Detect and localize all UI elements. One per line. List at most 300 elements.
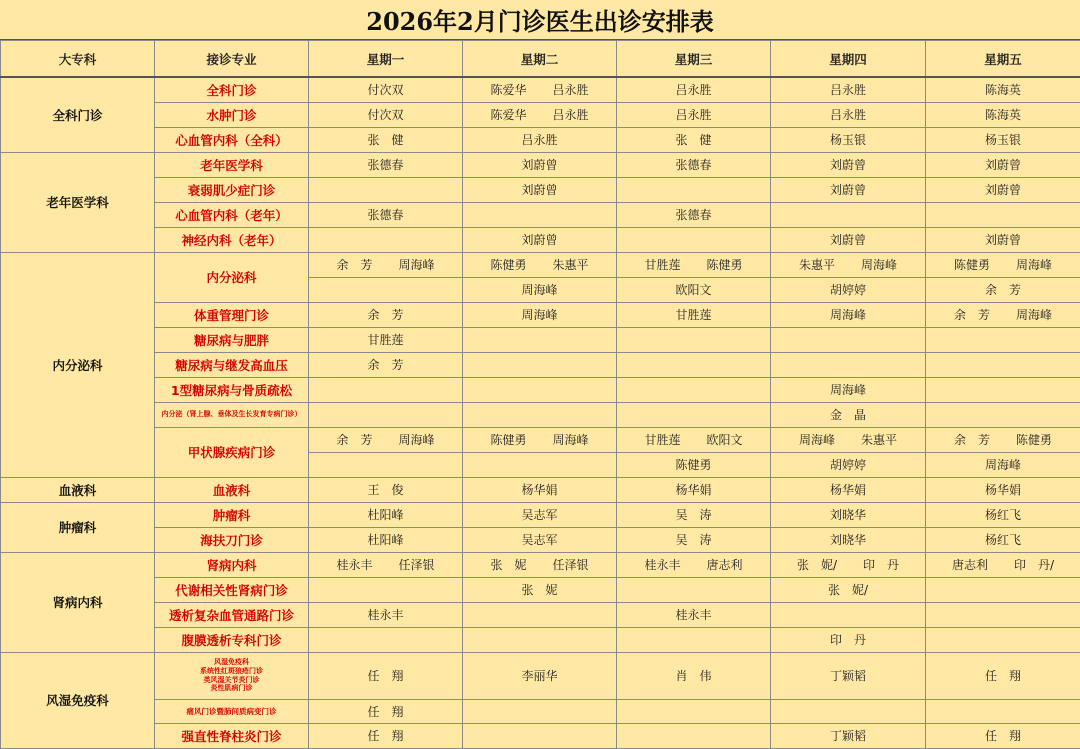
doctor-cell-fri <box>926 327 1080 352</box>
doctor-list <box>617 306 770 323</box>
doctor-name: 周海峰 <box>1016 306 1052 323</box>
doctor-list <box>617 206 770 223</box>
doctor-name: 杨华娟 <box>830 481 866 498</box>
doctor-name: 陈海英 <box>985 81 1021 98</box>
doctor-name: 桂永丰 <box>336 556 372 573</box>
specialty-cell: 1型糖尿病与骨质疏松 <box>155 377 309 402</box>
doctor-name: 刘晓华 <box>830 506 866 523</box>
doctor-list <box>771 531 925 548</box>
doctor-list <box>309 481 462 498</box>
specialty-cell: 内分泌（肾上腺、垂体及生长发育专病门诊） <box>155 402 309 427</box>
doctor-list <box>771 406 925 423</box>
doctor-list <box>617 131 770 148</box>
doctor-list <box>463 306 616 323</box>
department-cell: 肿瘤科 <box>1 502 155 552</box>
doctor-name: 杨华娟 <box>985 481 1021 498</box>
doctor-name: 刘蔚曾 <box>830 156 866 173</box>
doctor-cell-wed <box>617 402 771 427</box>
doctor-name: 周海峰 <box>399 256 435 273</box>
doctor-list <box>771 106 925 123</box>
doctor-name: 桂永丰 <box>675 606 711 623</box>
doctor-list <box>463 556 616 573</box>
doctor-cell-tue <box>463 452 617 477</box>
doctor-cell-tue <box>463 127 617 152</box>
table-row <box>1 699 1080 723</box>
page-title: 2026年2月门诊医生出诊安排表 <box>0 0 1080 40</box>
doctor-cell-mon <box>309 477 463 502</box>
doctor-cell-thu <box>771 202 926 227</box>
doctor-list <box>309 667 462 684</box>
doctor-list <box>617 431 770 448</box>
doctor-name: 吴志军 <box>521 506 557 523</box>
doctor-cell-thu <box>771 227 926 252</box>
doctor-cell-tue <box>463 202 617 227</box>
table-row <box>1 402 1080 427</box>
doctor-name: 陈爱华 <box>490 106 526 123</box>
doctor-name: 刘蔚曾 <box>521 231 557 248</box>
doctor-list <box>771 181 925 198</box>
table-row <box>1 377 1080 402</box>
doctor-list <box>463 256 616 273</box>
doctor-list <box>463 667 616 684</box>
specialty-line: 炎性肌病门诊 <box>155 684 308 693</box>
doctor-name: 陈健勇 <box>954 256 990 273</box>
doctor-list <box>463 131 616 148</box>
doctor-list <box>926 506 1080 523</box>
header-cell: 星期三 <box>617 41 771 78</box>
doctor-cell-mon <box>309 452 463 477</box>
table-row <box>1 652 1080 699</box>
doctor-list <box>617 81 770 98</box>
header-cell: 接诊专业 <box>155 41 309 78</box>
doctor-name: 杨红飞 <box>985 506 1021 523</box>
specialty-cell: 全科门诊 <box>155 77 309 102</box>
specialty-line: 类风湿关节炎门诊 <box>155 676 308 685</box>
doctor-cell-mon <box>309 377 463 402</box>
doctor-list <box>463 581 616 598</box>
doctor-list <box>309 81 462 98</box>
doctor-cell-fri <box>926 202 1080 227</box>
doctor-cell-thu <box>771 302 926 327</box>
doctor-name: 甘胜莲 <box>644 431 680 448</box>
doctor-name: 张 妮/ <box>828 581 868 598</box>
doctor-name: 吕永胜 <box>553 106 589 123</box>
table-row <box>1 723 1080 748</box>
doctor-cell-thu <box>771 652 926 699</box>
doctor-cell-fri <box>926 352 1080 377</box>
doctor-name: 张德春 <box>675 206 711 223</box>
doctor-cell-thu <box>771 177 926 202</box>
doctor-list <box>771 581 925 598</box>
doctor-cell-thu <box>771 402 926 427</box>
doctor-cell-fri <box>926 699 1080 723</box>
doctor-cell-wed <box>617 377 771 402</box>
doctor-name: 刘蔚曾 <box>830 231 866 248</box>
doctor-cell-wed <box>617 127 771 152</box>
doctor-cell-thu <box>771 327 926 352</box>
doctor-cell-mon <box>309 302 463 327</box>
doctor-name: 刘蔚曾 <box>830 181 866 198</box>
doctor-name: 刘蔚曾 <box>985 181 1021 198</box>
doctor-name: 张 妮/ <box>797 556 837 573</box>
doctor-cell-mon <box>309 77 463 102</box>
doctor-list <box>463 481 616 498</box>
specialty-cell: 糖尿病与继发高血压 <box>155 352 309 377</box>
doctor-name: 张德春 <box>675 156 711 173</box>
doctor-name: 桂永丰 <box>644 556 680 573</box>
doctor-cell-mon <box>309 102 463 127</box>
doctor-list <box>309 431 462 448</box>
doctor-cell-wed <box>617 452 771 477</box>
doctor-name: 余 芳 <box>954 431 990 448</box>
specialty-cell: 老年医学科 <box>155 152 309 177</box>
doctor-name: 任泽银 <box>399 556 435 573</box>
department-cell: 内分泌科 <box>1 252 155 477</box>
table-row <box>1 77 1080 102</box>
doctor-cell-wed <box>617 502 771 527</box>
doctor-name: 任 翔 <box>367 667 403 684</box>
doctor-name: 丁颖韬 <box>830 667 866 684</box>
table-row <box>1 602 1080 627</box>
doctor-cell-thu <box>771 527 926 552</box>
doctor-list <box>926 81 1080 98</box>
doctor-list <box>771 631 925 648</box>
doctor-name: 张 健 <box>675 131 711 148</box>
doctor-list <box>926 156 1080 173</box>
doctor-cell-mon <box>309 652 463 699</box>
doctor-name: 张德春 <box>367 206 403 223</box>
doctor-cell-fri <box>926 227 1080 252</box>
doctor-cell-thu <box>771 127 926 152</box>
doctor-list <box>771 727 925 744</box>
doctor-cell-mon <box>309 227 463 252</box>
doctor-cell-wed <box>617 177 771 202</box>
specialty-cell: 腹膜透析专科门诊 <box>155 627 309 652</box>
doctor-cell-mon <box>309 327 463 352</box>
table-row <box>1 102 1080 127</box>
doctor-cell-mon <box>309 602 463 627</box>
table-row <box>1 127 1080 152</box>
doctor-cell-mon <box>309 552 463 577</box>
doctor-name: 杨华娟 <box>521 481 557 498</box>
doctor-list <box>926 556 1080 573</box>
doctor-cell-fri <box>926 477 1080 502</box>
doctor-name: 杨玉银 <box>830 131 866 148</box>
doctor-name: 余 芳 <box>336 256 372 273</box>
doctor-cell-tue <box>463 227 617 252</box>
doctor-list <box>617 506 770 523</box>
schedule-table <box>0 40 1080 749</box>
doctor-list <box>309 606 462 623</box>
doctor-cell-fri <box>926 652 1080 699</box>
doctor-name: 刘蔚曾 <box>521 181 557 198</box>
doctor-name: 周海峰 <box>830 381 866 398</box>
doctor-list <box>463 81 616 98</box>
doctor-name: 王 俊 <box>367 481 403 498</box>
doctor-list <box>617 256 770 273</box>
doctor-name: 余 芳 <box>954 306 990 323</box>
doctor-name: 杨华娟 <box>675 481 711 498</box>
doctor-name: 李丽华 <box>521 667 557 684</box>
doctor-cell-tue <box>463 402 617 427</box>
doctor-cell-thu <box>771 427 926 452</box>
doctor-name: 任 翔 <box>985 727 1021 744</box>
specialty-cell: 强直性脊柱炎门诊 <box>155 723 309 748</box>
doctor-list <box>617 156 770 173</box>
doctor-cell-mon <box>309 277 463 302</box>
doctor-cell-wed <box>617 577 771 602</box>
specialty-cell: 海扶刀门诊 <box>155 527 309 552</box>
doctor-name: 吕永胜 <box>830 81 866 98</box>
doctor-name: 任泽银 <box>553 556 589 573</box>
doctor-name: 朱惠平 <box>799 256 835 273</box>
specialty-cell: 肿瘤科 <box>155 502 309 527</box>
doctor-name: 吴 涛 <box>675 531 711 548</box>
doctor-cell-fri <box>926 102 1080 127</box>
department-cell: 肾病内科 <box>1 552 155 652</box>
doctor-name: 甘胜莲 <box>675 306 711 323</box>
specialty-cell: 水肿门诊 <box>155 102 309 127</box>
specialty-cell: 心血管内科（老年） <box>155 202 309 227</box>
doctor-cell-tue <box>463 277 617 302</box>
doctor-name: 甘胜莲 <box>367 331 403 348</box>
specialty-cell: 糖尿病与肥胖 <box>155 327 309 352</box>
doctor-cell-thu <box>771 627 926 652</box>
doctor-name: 周海峰 <box>1016 256 1052 273</box>
doctor-cell-thu <box>771 77 926 102</box>
doctor-list <box>463 431 616 448</box>
doctor-list <box>309 106 462 123</box>
doctor-name: 陈健勇 <box>707 256 743 273</box>
department-cell: 风湿免疫科 <box>1 652 155 748</box>
doctor-list <box>771 481 925 498</box>
doctor-cell-tue <box>463 327 617 352</box>
doctor-list <box>617 106 770 123</box>
doctor-list <box>926 256 1080 273</box>
doctor-cell-fri <box>926 602 1080 627</box>
doctor-list <box>771 256 925 273</box>
doctor-list <box>771 506 925 523</box>
doctor-name: 周海峰 <box>861 256 897 273</box>
doctor-name: 刘蔚曾 <box>985 231 1021 248</box>
doctor-cell-wed <box>617 152 771 177</box>
header-cell: 星期一 <box>309 41 463 78</box>
doctor-cell-tue <box>463 152 617 177</box>
specialty-cell: 内分泌科 <box>155 252 309 302</box>
doctor-list <box>309 727 462 744</box>
doctor-cell-thu <box>771 577 926 602</box>
specialty-cell: 血液科 <box>155 477 309 502</box>
doctor-name: 余 芳 <box>336 431 372 448</box>
doctor-list <box>309 206 462 223</box>
doctor-list <box>617 606 770 623</box>
table-row <box>1 177 1080 202</box>
doctor-name: 吕永胜 <box>521 131 557 148</box>
doctor-name: 杜阳峰 <box>367 506 403 523</box>
doctor-cell-fri <box>926 177 1080 202</box>
doctor-name: 付次双 <box>367 81 403 98</box>
doctor-list <box>926 481 1080 498</box>
doctor-name: 杨玉银 <box>985 131 1021 148</box>
doctor-cell-tue <box>463 552 617 577</box>
table-row <box>1 502 1080 527</box>
doctor-list <box>926 306 1080 323</box>
doctor-cell-wed <box>617 602 771 627</box>
doctor-cell-mon <box>309 502 463 527</box>
doctor-cell-thu <box>771 452 926 477</box>
doctor-name: 杜阳峰 <box>367 531 403 548</box>
header-cell: 大专科 <box>1 41 155 78</box>
doctor-cell-tue <box>463 477 617 502</box>
doctor-cell-tue <box>463 252 617 277</box>
doctor-name: 付次双 <box>367 106 403 123</box>
doctor-cell-tue <box>463 699 617 723</box>
doctor-cell-fri <box>926 152 1080 177</box>
doctor-cell-wed <box>617 352 771 377</box>
doctor-cell-thu <box>771 723 926 748</box>
table-row <box>1 527 1080 552</box>
specialty-line: 风湿免疫科 <box>155 658 308 667</box>
doctor-cell-mon <box>309 723 463 748</box>
doctor-cell-wed <box>617 302 771 327</box>
doctor-cell-tue <box>463 627 617 652</box>
doctor-list <box>926 456 1080 473</box>
header-cell: 星期二 <box>463 41 617 78</box>
doctor-name: 张 健 <box>367 131 403 148</box>
doctor-name: 吴 涛 <box>675 506 711 523</box>
doctor-cell-thu <box>771 377 926 402</box>
table-row <box>1 152 1080 177</box>
doctor-name: 陈健勇 <box>675 456 711 473</box>
doctor-list <box>463 156 616 173</box>
specialty-line: 系统性红斑狼疮门诊 <box>155 667 308 676</box>
doctor-list <box>926 531 1080 548</box>
doctor-name: 唐志利 <box>707 556 743 573</box>
doctor-cell-wed <box>617 77 771 102</box>
table-row <box>1 252 1080 277</box>
doctor-list <box>463 506 616 523</box>
doctor-list <box>309 306 462 323</box>
doctor-list <box>617 481 770 498</box>
doctor-cell-mon <box>309 699 463 723</box>
doctor-name: 杨红飞 <box>985 531 1021 548</box>
doctor-cell-mon <box>309 577 463 602</box>
doctor-cell-wed <box>617 652 771 699</box>
table-row <box>1 202 1080 227</box>
doctor-list <box>771 281 925 298</box>
table-row <box>1 577 1080 602</box>
doctor-cell-wed <box>617 277 771 302</box>
doctor-cell-mon <box>309 177 463 202</box>
doctor-name: 张德春 <box>367 156 403 173</box>
doctor-cell-fri <box>926 402 1080 427</box>
doctor-cell-thu <box>771 477 926 502</box>
doctor-list <box>309 703 462 720</box>
doctor-list <box>309 531 462 548</box>
doctor-cell-mon <box>309 252 463 277</box>
doctor-list <box>617 556 770 573</box>
doctor-name: 胡婷婷 <box>830 281 866 298</box>
doctor-list <box>926 131 1080 148</box>
doctor-cell-thu <box>771 152 926 177</box>
doctor-list <box>309 131 462 148</box>
doctor-name: 余 芳 <box>985 281 1021 298</box>
doctor-name: 胡婷婷 <box>830 456 866 473</box>
doctor-cell-wed <box>617 723 771 748</box>
doctor-cell-fri <box>926 527 1080 552</box>
schedule-body <box>1 41 1080 749</box>
doctor-list <box>771 456 925 473</box>
doctor-cell-wed <box>617 427 771 452</box>
doctor-cell-fri <box>926 252 1080 277</box>
doctor-name: 吕永胜 <box>675 106 711 123</box>
doctor-cell-mon <box>309 427 463 452</box>
doctor-list <box>463 181 616 198</box>
doctor-list <box>309 156 462 173</box>
doctor-cell-fri <box>926 577 1080 602</box>
doctor-cell-tue <box>463 527 617 552</box>
doctor-list <box>617 281 770 298</box>
doctor-cell-fri <box>926 452 1080 477</box>
doctor-name: 印 丹 <box>830 631 866 648</box>
doctor-cell-thu <box>771 552 926 577</box>
doctor-list <box>926 281 1080 298</box>
doctor-cell-thu <box>771 277 926 302</box>
doctor-name: 余 芳 <box>367 356 403 373</box>
doctor-name: 刘蔚曾 <box>521 156 557 173</box>
doctor-cell-tue <box>463 502 617 527</box>
specialty-cell: 体重管理门诊 <box>155 302 309 327</box>
doctor-name: 吴志军 <box>521 531 557 548</box>
doctor-cell-tue <box>463 377 617 402</box>
doctor-cell-wed <box>617 699 771 723</box>
doctor-name: 欧阳文 <box>707 431 743 448</box>
doctor-cell-thu <box>771 502 926 527</box>
doctor-name: 朱惠平 <box>861 431 897 448</box>
doctor-cell-tue <box>463 302 617 327</box>
doctor-name: 陈健勇 <box>490 256 526 273</box>
doctor-list <box>771 131 925 148</box>
doctor-cell-fri <box>926 127 1080 152</box>
doctor-list <box>309 256 462 273</box>
doctor-list <box>309 331 462 348</box>
doctor-list <box>617 456 770 473</box>
doctor-cell-mon <box>309 152 463 177</box>
doctor-cell-wed <box>617 477 771 502</box>
doctor-name: 陈健勇 <box>1016 431 1052 448</box>
table-row <box>1 552 1080 577</box>
doctor-cell-tue <box>463 177 617 202</box>
doctor-list <box>926 231 1080 248</box>
doctor-cell-tue <box>463 723 617 748</box>
header-cell: 星期四 <box>771 41 926 78</box>
doctor-name: 丁颖韬 <box>830 727 866 744</box>
doctor-cell-wed <box>617 327 771 352</box>
doctor-cell-tue <box>463 602 617 627</box>
doctor-cell-tue <box>463 427 617 452</box>
doctor-cell-tue <box>463 652 617 699</box>
table-row <box>1 627 1080 652</box>
doctor-cell-thu <box>771 352 926 377</box>
doctor-name: 周海峰 <box>799 431 835 448</box>
doctor-cell-tue <box>463 577 617 602</box>
specialty-cell: 神经内科（老年） <box>155 227 309 252</box>
department-cell: 老年医学科 <box>1 152 155 252</box>
doctor-name: 陈海英 <box>985 106 1021 123</box>
doctor-name: 刘蔚曾 <box>985 156 1021 173</box>
doctor-cell-wed <box>617 102 771 127</box>
doctor-name: 任 翔 <box>367 703 403 720</box>
